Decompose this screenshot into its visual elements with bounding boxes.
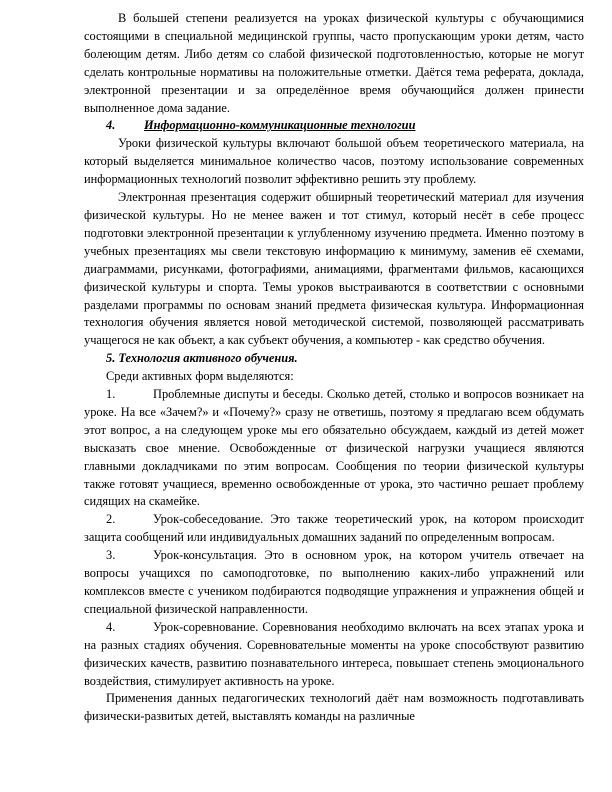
paragraph-ict-1: Уроки физической культуры включают большой объем теоретического материала, на который выделяется минимальное количество часов, поэтому использование современных информационных технологий позволит эффективно решить эту проблему. <box>84 136 584 187</box>
section-title: Информационно-коммуникационные технологии <box>144 118 416 133</box>
document-page <box>84 10 584 726</box>
list-item-text: Урок-собеседование. Это также теоретический урок, на котором происходит защита сообщений или индивидуальных домашних заданий по определенным вопросам. <box>84 512 584 545</box>
paragraph-ict-2: Электронная презентация содержит обширный теоретический материал для изучения физической культуры. Но не менее важен и тот стимул, который несёт в себе процесс подготовки электронной презентации к углубленному изучению предмета. Именно поэтому в учебных презентациях мы свели текстовую информацию к минимуму, заменив её схемами, диаграммами, рисунками, фотографиями, анимациями, фрагментами фильмов, касающихся физической культуры и спорта. Темы уроков выстраиваются в соответствии с основными разделами программы по основам знаний предмета физическая культура. Информационная технология обучения является новой методической системой, позволяющей рассматривать учащегося не как объект, а как субъект обучения, а компьютер - как средство обучения. <box>84 190 584 348</box>
list-item-text: Урок-соревнование. Соревнования необходимо включать на всех этапах урока и на разных стадиях обучения. Соревновательные моменты на уроке способствуют развитию физических качеств, развитию познавательного интереса, повышает степень эмоционального воздействия, стимулирует активность на уроке. <box>84 619 584 688</box>
section-heading-4 <box>84 117 584 135</box>
list-item-number: 3. <box>106 548 116 563</box>
list-item-text: Урок-консультация. Это в основном урок, на котором учитель отвечает на вопросы учащихся по самоподготовке, по выполнению каких-либо упражнений или комплексов вместе с учеником подбираются подводящие упражнения и упражнения общей и специальной физической направленности. <box>84 548 584 616</box>
list-item <box>84 386 584 511</box>
list-item-number: 2. <box>106 512 116 527</box>
section-number: 4. <box>106 118 116 133</box>
list-item <box>84 511 584 547</box>
section-heading-5: 5. Технология активного обучения. <box>106 351 298 366</box>
list-item <box>84 619 584 691</box>
paragraph-intro: В большей степени реализуется на уроках физической культуры с обучающимися состоящими в специальной медицинской группы, часто пропускающим уроки детям, часто болеющим детям. Либо детям со слабой физической подготовленностью, которые не могут сделать контрольные нормативы на положительные отметки. Даётся тема реферата, доклада, электронной презентации и за определённое время обучающийся должен принести выполненное дома задание. <box>84 11 584 115</box>
list-item <box>84 547 584 619</box>
list-item-number: 4. <box>106 619 116 634</box>
paragraph-conclusion: Применения данных педагогических технологий даёт нам возможность подготавливать физически-развитых детей, выставлять команды на различные <box>84 691 584 724</box>
active-forms-intro: Среди активных форм выделяются: <box>106 369 294 384</box>
list-item-number: 1. <box>106 387 116 402</box>
list-item-text: Проблемные диспуты и беседы. Сколько детей, столько и вопросов возникает на уроке. На все «Зачем?» и «Почему?» сразу не ответишь, поэтому я предлагаю всем обдумать этот вопрос, а на следующем уроке мы его обязательно обсуждаем, каждый из детей может высказать свое мнение. Освобожденные от физической нагрузки учащиеся являются главными докладчиками по этим вопросам. Сообщения по теории физической культуры также готовят учащиеся, временно освобожденные от урока, это частично решает проблему сидящих на скамейке. <box>84 387 584 509</box>
